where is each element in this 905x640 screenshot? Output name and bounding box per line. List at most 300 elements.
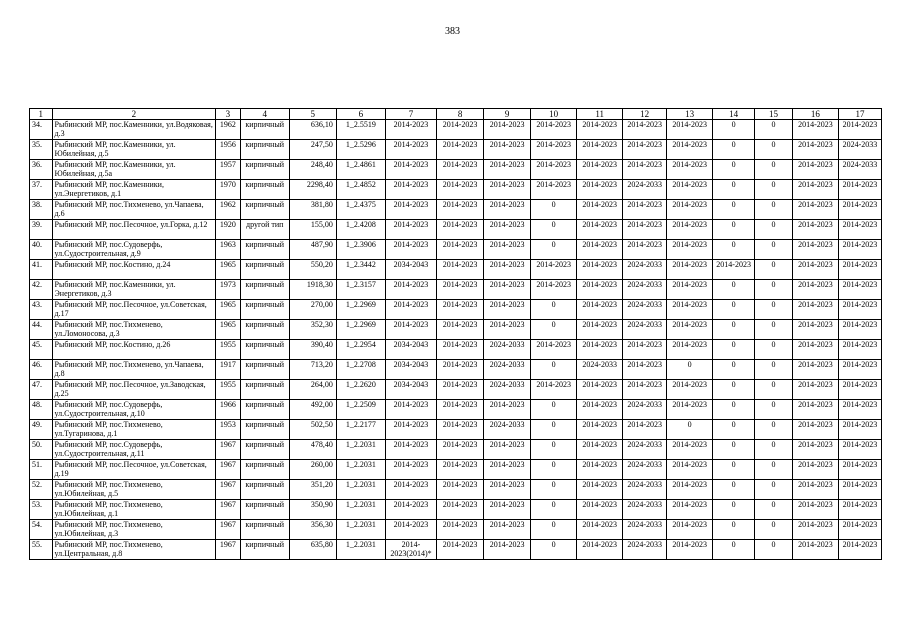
table-row: [30, 200, 882, 220]
area-cell: 351,20: [289, 480, 336, 500]
period-col9-cell: 2014-2023: [484, 240, 531, 260]
column-header-3: 3: [216, 109, 241, 120]
period-col16-cell: 2014-2023: [792, 140, 838, 160]
address-cell: Рыбинский МР, пос.Тихменево, ул.Ломоносова, д.3: [52, 320, 216, 340]
period-col10-cell: 2014-2023: [531, 140, 577, 160]
table-row: [30, 380, 882, 400]
period-col15-cell: 0: [755, 440, 793, 460]
area-cell: 636,10: [289, 120, 336, 140]
rating-code-cell: 1_2.2031: [336, 500, 385, 520]
period-col17-cell: 2014-2023: [838, 460, 881, 480]
column-header-5: 5: [289, 109, 336, 120]
wall-material-cell: кирпичный: [240, 160, 289, 180]
period-col12-cell: 2024-2033: [623, 440, 667, 460]
period-col11-cell: 2014-2023: [577, 200, 623, 220]
period-col10-cell: 0: [531, 540, 577, 560]
period-col16-cell: 2014-2023: [792, 280, 838, 300]
period-col15-cell: 0: [755, 180, 793, 200]
period-col11-cell: 2014-2023: [577, 260, 623, 280]
year-built-cell: 1967: [216, 520, 241, 540]
address-cell: Рыбинский МР, пос.Каменники, ул.Энергетиков, д.1: [52, 180, 216, 200]
table-row: [30, 480, 882, 500]
wall-material-cell: кирпичный: [240, 480, 289, 500]
period-col8-cell: 2014-2023: [437, 500, 484, 520]
period-col14-cell: 0: [713, 440, 755, 460]
period-col16-cell: 2014-2023: [792, 180, 838, 200]
rating-code-cell: 1_2.5519: [336, 120, 385, 140]
year-built-cell: 1962: [216, 200, 241, 220]
period-col12-cell: 2014-2023: [623, 140, 667, 160]
period-col12-cell: 2014-2023: [623, 160, 667, 180]
period-col17-cell: 2024-2033: [838, 140, 881, 160]
period-col14-cell: 0: [713, 360, 755, 380]
period-col16-cell: 2014-2023: [792, 220, 838, 240]
period-col17-cell: 2014-2023: [838, 400, 881, 420]
year-built-cell: 1966: [216, 400, 241, 420]
period-col11-cell: 2014-2023: [577, 460, 623, 480]
area-cell: 356,30: [289, 520, 336, 540]
period-col10-cell: 2014-2023: [531, 280, 577, 300]
period-col14-cell: 0: [713, 540, 755, 560]
period-col7-cell: 2014-2023: [385, 240, 436, 260]
period-col11-cell: 2014-2023: [577, 520, 623, 540]
year-built-cell: 1953: [216, 420, 241, 440]
period-col9-cell: 2014-2023: [484, 300, 531, 320]
table-row: [30, 120, 882, 140]
period-col16-cell: 2014-2023: [792, 520, 838, 540]
wall-material-cell: кирпичный: [240, 380, 289, 400]
period-col11-cell: 2014-2023: [577, 480, 623, 500]
period-col13-cell: 2014-2023: [667, 320, 713, 340]
period-col17-cell: 2014-2023: [838, 220, 881, 240]
period-col16-cell: 2014-2023: [792, 340, 838, 360]
address-cell: Рыбинский МР, пос.Тихменево, ул.Центральная, д.8: [52, 540, 216, 560]
period-col13-cell: 2014-2023: [667, 280, 713, 300]
column-header-13: 13: [667, 109, 713, 120]
period-col10-cell: 0: [531, 240, 577, 260]
period-col16-cell: 2014-2023: [792, 540, 838, 560]
period-col12-cell: 2014-2023: [623, 120, 667, 140]
period-col13-cell: 2014-2023: [667, 240, 713, 260]
area-cell: 487,90: [289, 240, 336, 260]
period-col15-cell: 0: [755, 520, 793, 540]
area-cell: 635,80: [289, 540, 336, 560]
period-col14-cell: 0: [713, 500, 755, 520]
rating-code-cell: 1_2.3906: [336, 240, 385, 260]
period-col17-cell: 2014-2023: [838, 480, 881, 500]
period-col9-cell: 2014-2023: [484, 200, 531, 220]
period-col17-cell: 2014-2023: [838, 360, 881, 380]
row-number-cell: 47.: [30, 380, 53, 400]
address-cell: Рыбинский МР, пос.Песочное, ул.Советская, д.19: [52, 460, 216, 480]
period-col9-cell: 2014-2023: [484, 220, 531, 240]
area-cell: 264,00: [289, 380, 336, 400]
wall-material-cell: кирпичный: [240, 300, 289, 320]
period-col14-cell: 2014-2023: [713, 260, 755, 280]
row-number-cell: 41.: [30, 260, 53, 280]
table-row: [30, 260, 882, 280]
row-number-cell: 52.: [30, 480, 53, 500]
row-number-cell: 39.: [30, 220, 53, 240]
period-col10-cell: 0: [531, 500, 577, 520]
period-col16-cell: 2014-2023: [792, 120, 838, 140]
period-col12-cell: 2024-2033: [623, 400, 667, 420]
column-header-15: 15: [755, 109, 793, 120]
period-col17-cell: 2014-2023: [838, 200, 881, 220]
table-row: [30, 340, 882, 360]
period-col12-cell: 2024-2033: [623, 500, 667, 520]
row-number-cell: 55.: [30, 540, 53, 560]
wall-material-cell: кирпичный: [240, 320, 289, 340]
period-col7-cell: 2014-2023: [385, 460, 436, 480]
rating-code-cell: 1_2.3442: [336, 260, 385, 280]
period-col17-cell: 2024-2033: [838, 160, 881, 180]
period-col10-cell: 0: [531, 440, 577, 460]
period-col9-cell: 2014-2023: [484, 520, 531, 540]
year-built-cell: 1956: [216, 140, 241, 160]
year-built-cell: 1917: [216, 360, 241, 380]
area-cell: 713,20: [289, 360, 336, 380]
period-col12-cell: 2014-2023: [623, 200, 667, 220]
period-col15-cell: 0: [755, 160, 793, 180]
year-built-cell: 1967: [216, 540, 241, 560]
wall-material-cell: кирпичный: [240, 340, 289, 360]
period-col14-cell: 0: [713, 480, 755, 500]
period-col10-cell: 0: [531, 420, 577, 440]
period-col10-cell: 0: [531, 300, 577, 320]
column-header-10: 10: [531, 109, 577, 120]
row-number-cell: 45.: [30, 340, 53, 360]
period-col13-cell: 2014-2023: [667, 540, 713, 560]
table-row: [30, 300, 882, 320]
column-header-4: 4: [240, 109, 289, 120]
period-col12-cell: 2024-2033: [623, 180, 667, 200]
rating-code-cell: 1_2.3157: [336, 280, 385, 300]
rating-code-cell: 1_2.4208: [336, 220, 385, 240]
address-cell: Рыбинский МР, пос.Тихменево, ул.Тугаринова, д.1: [52, 420, 216, 440]
wall-material-cell: другой тип: [240, 220, 289, 240]
period-col17-cell: 2014-2023: [838, 260, 881, 280]
period-col13-cell: 2014-2023: [667, 340, 713, 360]
period-col7-cell: 2014-2023: [385, 520, 436, 540]
area-cell: 550,20: [289, 260, 336, 280]
period-col7-cell: 2014-2023: [385, 440, 436, 460]
wall-material-cell: кирпичный: [240, 400, 289, 420]
wall-material-cell: кирпичный: [240, 280, 289, 300]
period-col11-cell: 2014-2023: [577, 340, 623, 360]
period-col13-cell: 2014-2023: [667, 200, 713, 220]
period-col10-cell: 0: [531, 480, 577, 500]
year-built-cell: 1970: [216, 180, 241, 200]
period-col14-cell: 0: [713, 240, 755, 260]
rating-code-cell: 1_2.2031: [336, 540, 385, 560]
period-col17-cell: 2014-2023: [838, 540, 881, 560]
period-col14-cell: 0: [713, 220, 755, 240]
period-col15-cell: 0: [755, 500, 793, 520]
period-col7-cell: 2014-2023: [385, 280, 436, 300]
period-col14-cell: 0: [713, 280, 755, 300]
table-row: [30, 320, 882, 340]
year-built-cell: 1955: [216, 380, 241, 400]
period-col16-cell: 2014-2023: [792, 320, 838, 340]
wall-material-cell: кирпичный: [240, 460, 289, 480]
area-cell: 502,50: [289, 420, 336, 440]
period-col11-cell: 2014-2023: [577, 300, 623, 320]
period-col7-cell: 2014-2023: [385, 180, 436, 200]
address-cell: Рыбинский МР, пос.Судоверфь, ул.Судостроительная, д.10: [52, 400, 216, 420]
period-col11-cell: 2014-2023: [577, 380, 623, 400]
period-col17-cell: 2014-2023: [838, 280, 881, 300]
rating-code-cell: 1_2.2177: [336, 420, 385, 440]
period-col13-cell: 2014-2023: [667, 160, 713, 180]
period-col8-cell: 2014-2023: [437, 480, 484, 500]
rating-code-cell: 1_2.4375: [336, 200, 385, 220]
period-col16-cell: 2014-2023: [792, 420, 838, 440]
period-col9-cell: 2014-2023: [484, 180, 531, 200]
area-cell: 260,00: [289, 460, 336, 480]
period-col7-cell: 2034-2043: [385, 340, 436, 360]
rating-code-cell: 1_2.2969: [336, 320, 385, 340]
area-cell: 155,00: [289, 220, 336, 240]
row-number-cell: 43.: [30, 300, 53, 320]
period-col12-cell: 2014-2023: [623, 420, 667, 440]
table-row: [30, 140, 882, 160]
rating-code-cell: 1_2.4861: [336, 160, 385, 180]
column-header-14: 14: [713, 109, 755, 120]
period-col16-cell: 2014-2023: [792, 300, 838, 320]
address-cell: Рыбинский МР, пос.Тихменево, ул.Юбилейная, д.5: [52, 480, 216, 500]
period-col14-cell: 0: [713, 120, 755, 140]
period-col9-cell: 2024-2033: [484, 340, 531, 360]
wall-material-cell: кирпичный: [240, 260, 289, 280]
period-col11-cell: 2014-2023: [577, 500, 623, 520]
period-col8-cell: 2014-2023: [437, 240, 484, 260]
period-col10-cell: 2014-2023: [531, 160, 577, 180]
period-col8-cell: 2014-2023: [437, 400, 484, 420]
period-col13-cell: 2014-2023: [667, 380, 713, 400]
period-col7-cell: 2014-2023: [385, 480, 436, 500]
period-col8-cell: 2014-2023: [437, 520, 484, 540]
period-col13-cell: 2014-2023: [667, 480, 713, 500]
period-col7-cell: 2034-2043: [385, 380, 436, 400]
period-col8-cell: 2014-2023: [437, 160, 484, 180]
period-col13-cell: 2014-2023: [667, 180, 713, 200]
period-col14-cell: 0: [713, 380, 755, 400]
column-header-8: 8: [437, 109, 484, 120]
period-col9-cell: 2014-2023: [484, 540, 531, 560]
period-col14-cell: 0: [713, 300, 755, 320]
period-col14-cell: 0: [713, 340, 755, 360]
period-col7-cell: 2014-2023: [385, 160, 436, 180]
column-header-2: 2: [52, 109, 216, 120]
period-col8-cell: 2014-2023: [437, 280, 484, 300]
period-col8-cell: 2014-2023: [437, 200, 484, 220]
period-col11-cell: 2014-2023: [577, 220, 623, 240]
row-number-cell: 42.: [30, 280, 53, 300]
period-col14-cell: 0: [713, 180, 755, 200]
address-cell: Рыбинский МР, пос.Песочное, ул.Горка, д.12: [52, 220, 216, 240]
period-col11-cell: 2014-2023: [577, 540, 623, 560]
period-col8-cell: 2014-2023: [437, 340, 484, 360]
period-col11-cell: 2014-2023: [577, 420, 623, 440]
period-col9-cell: 2014-2023: [484, 260, 531, 280]
period-col8-cell: 2014-2023: [437, 180, 484, 200]
column-header-6: 6: [336, 109, 385, 120]
period-col8-cell: 2014-2023: [437, 420, 484, 440]
period-col13-cell: 2014-2023: [667, 460, 713, 480]
period-col16-cell: 2014-2023: [792, 260, 838, 280]
period-col15-cell: 0: [755, 480, 793, 500]
period-col10-cell: 0: [531, 520, 577, 540]
period-col14-cell: 0: [713, 400, 755, 420]
period-col15-cell: 0: [755, 540, 793, 560]
rating-code-cell: 1_2.2509: [336, 400, 385, 420]
period-col15-cell: 0: [755, 460, 793, 480]
period-col11-cell: 2014-2023: [577, 400, 623, 420]
wall-material-cell: кирпичный: [240, 180, 289, 200]
period-col7-cell: 2014-2023: [385, 420, 436, 440]
table-row: [30, 520, 882, 540]
period-col11-cell: 2024-2033: [577, 360, 623, 380]
area-cell: 390,40: [289, 340, 336, 360]
period-col15-cell: 0: [755, 220, 793, 240]
period-col7-cell: 2014-2023(2014)*: [385, 540, 436, 560]
period-col16-cell: 2014-2023: [792, 200, 838, 220]
table-row: [30, 240, 882, 260]
address-cell: Рыбинский МР, пос.Костино, д.24: [52, 260, 216, 280]
year-built-cell: 1967: [216, 440, 241, 460]
period-col13-cell: 2014-2023: [667, 400, 713, 420]
wall-material-cell: кирпичный: [240, 240, 289, 260]
period-col12-cell: 2014-2023: [623, 360, 667, 380]
period-col15-cell: 0: [755, 240, 793, 260]
period-col12-cell: 2024-2033: [623, 540, 667, 560]
housing-register-table: [29, 108, 882, 560]
period-col11-cell: 2014-2023: [577, 240, 623, 260]
period-col9-cell: 2024-2033: [484, 380, 531, 400]
period-col9-cell: 2014-2023: [484, 120, 531, 140]
period-col16-cell: 2014-2023: [792, 440, 838, 460]
address-cell: Рыбинский МР, пос.Тихменево, ул.Чапаева, д.8: [52, 360, 216, 380]
period-col10-cell: 2014-2023: [531, 260, 577, 280]
period-col8-cell: 2014-2023: [437, 120, 484, 140]
period-col17-cell: 2014-2023: [838, 500, 881, 520]
period-col12-cell: 2024-2033: [623, 260, 667, 280]
period-col8-cell: 2014-2023: [437, 300, 484, 320]
address-cell: Рыбинский МР, пос.Тихменево, ул.Юбилейная, д.1: [52, 500, 216, 520]
area-cell: 248,40: [289, 160, 336, 180]
period-col14-cell: 0: [713, 320, 755, 340]
period-col15-cell: 0: [755, 320, 793, 340]
period-col16-cell: 2014-2023: [792, 500, 838, 520]
period-col15-cell: 0: [755, 200, 793, 220]
period-col13-cell: 0: [667, 360, 713, 380]
period-col15-cell: 0: [755, 340, 793, 360]
period-col12-cell: 2024-2033: [623, 280, 667, 300]
column-header-9: 9: [484, 109, 531, 120]
period-col17-cell: 2014-2023: [838, 380, 881, 400]
period-col7-cell: 2014-2023: [385, 320, 436, 340]
wall-material-cell: кирпичный: [240, 520, 289, 540]
rating-code-cell: 1_2.2031: [336, 480, 385, 500]
period-col13-cell: 2014-2023: [667, 120, 713, 140]
period-col7-cell: 2034-2043: [385, 360, 436, 380]
period-col8-cell: 2014-2023: [437, 440, 484, 460]
period-col9-cell: 2014-2023: [484, 500, 531, 520]
row-number-cell: 34.: [30, 120, 53, 140]
row-number-cell: 54.: [30, 520, 53, 540]
period-col9-cell: 2024-2033: [484, 360, 531, 380]
table-row: [30, 180, 882, 200]
period-col15-cell: 0: [755, 360, 793, 380]
period-col15-cell: 0: [755, 280, 793, 300]
period-col8-cell: 2014-2023: [437, 260, 484, 280]
table-row: [30, 220, 882, 240]
period-col15-cell: 0: [755, 420, 793, 440]
period-col14-cell: 0: [713, 520, 755, 540]
period-col15-cell: 0: [755, 400, 793, 420]
period-col17-cell: 2014-2023: [838, 180, 881, 200]
table-row: [30, 540, 882, 560]
column-header-11: 11: [577, 109, 623, 120]
area-cell: 247,50: [289, 140, 336, 160]
period-col12-cell: 2014-2023: [623, 340, 667, 360]
rating-code-cell: 1_2.4852: [336, 180, 385, 200]
wall-material-cell: кирпичный: [240, 440, 289, 460]
address-cell: Рыбинский МР, пос.Песочное, ул.Заводская, д.25: [52, 380, 216, 400]
period-col16-cell: 2014-2023: [792, 480, 838, 500]
period-col13-cell: 2014-2023: [667, 140, 713, 160]
address-cell: Рыбинский МР, пос.Песочное, ул.Советская, д.17: [52, 300, 216, 320]
period-col11-cell: 2014-2023: [577, 120, 623, 140]
period-col12-cell: 2024-2033: [623, 520, 667, 540]
table-row: [30, 160, 882, 180]
period-col11-cell: 2014-2023: [577, 140, 623, 160]
period-col16-cell: 2014-2023: [792, 380, 838, 400]
period-col12-cell: 2024-2033: [623, 480, 667, 500]
period-col8-cell: 2014-2023: [437, 540, 484, 560]
period-col16-cell: 2014-2023: [792, 160, 838, 180]
period-col10-cell: 0: [531, 400, 577, 420]
period-col17-cell: 2014-2023: [838, 320, 881, 340]
table-body: [30, 120, 882, 560]
period-col7-cell: 2034-2043: [385, 260, 436, 280]
year-built-cell: 1963: [216, 240, 241, 260]
row-number-cell: 44.: [30, 320, 53, 340]
year-built-cell: 1962: [216, 120, 241, 140]
period-col14-cell: 0: [713, 160, 755, 180]
period-col15-cell: 0: [755, 120, 793, 140]
period-col17-cell: 2014-2023: [838, 520, 881, 540]
address-cell: Рыбинский МР, пос.Каменники, ул. Юбилейная, д.5: [52, 140, 216, 160]
period-col17-cell: 2014-2023: [838, 340, 881, 360]
area-cell: 1918,30: [289, 280, 336, 300]
period-col7-cell: 2014-2023: [385, 120, 436, 140]
period-col11-cell: 2014-2023: [577, 180, 623, 200]
period-col12-cell: 2014-2023: [623, 240, 667, 260]
page-number: 383: [445, 26, 460, 37]
period-col13-cell: 2014-2023: [667, 220, 713, 240]
period-col12-cell: 2024-2033: [623, 320, 667, 340]
row-number-cell: 40.: [30, 240, 53, 260]
period-col11-cell: 2014-2023: [577, 440, 623, 460]
wall-material-cell: кирпичный: [240, 140, 289, 160]
period-col11-cell: 2014-2023: [577, 320, 623, 340]
row-number-cell: 35.: [30, 140, 53, 160]
period-col15-cell: 0: [755, 300, 793, 320]
row-number-cell: 51.: [30, 460, 53, 480]
period-col7-cell: 2014-2023: [385, 220, 436, 240]
